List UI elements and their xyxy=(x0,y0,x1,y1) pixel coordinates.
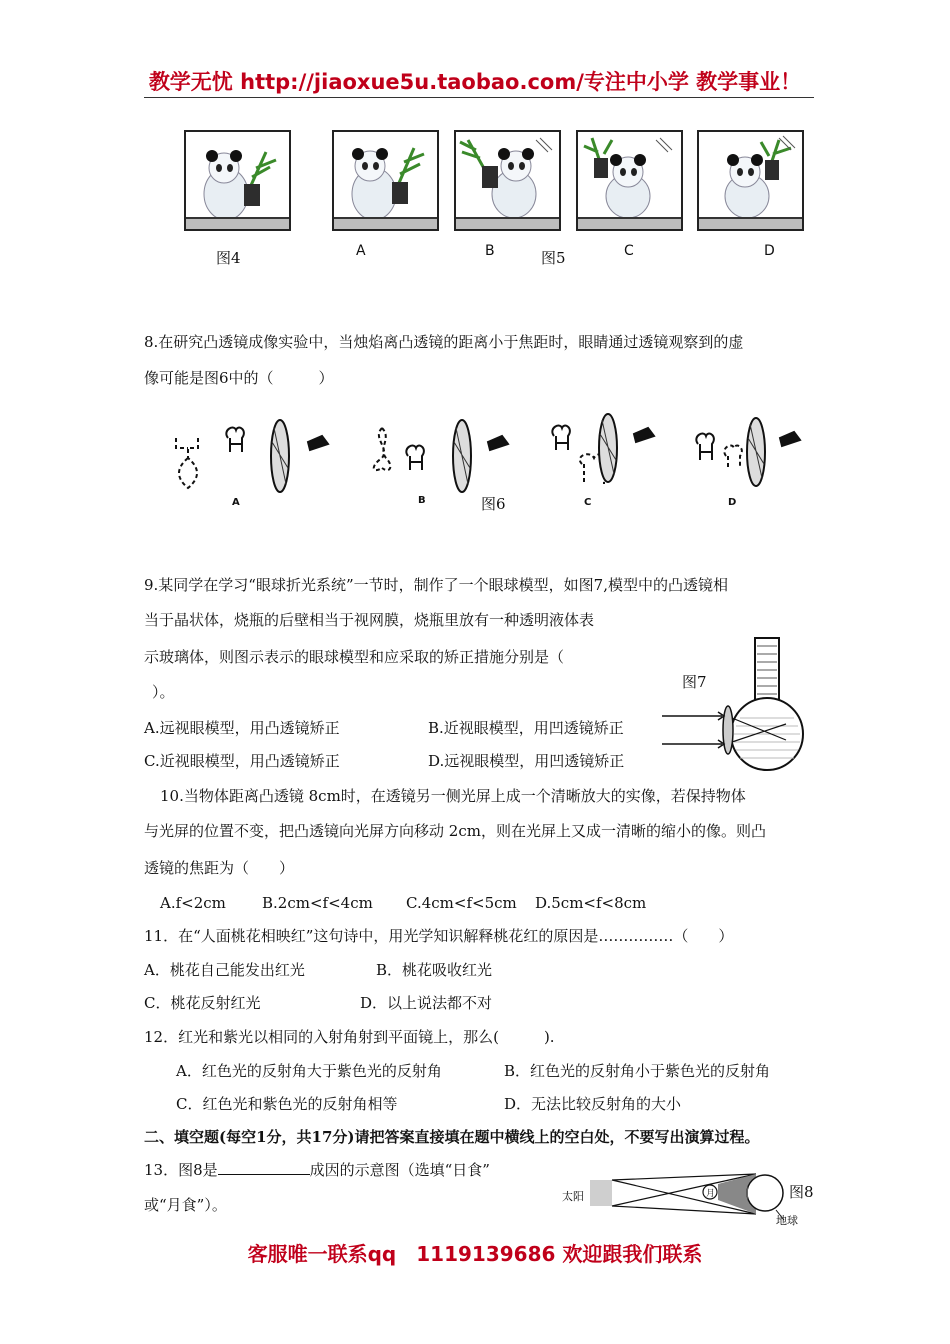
figure6-option-a-drawing xyxy=(176,420,328,492)
q10-option-c: C.4cm<f<5cm xyxy=(406,894,517,912)
panda-image xyxy=(334,132,437,229)
figure5-panel-c xyxy=(576,130,683,231)
header-banner: 教学无忧 http://jiaoxue5u.taobao.com/专注中小学 教学事业！ xyxy=(148,70,802,94)
q10-line2: 与光屏的位置不变，把凸透镜向光屏方向移动 2cm，则在光屏上又成一清晰的缩小的像。则凸 xyxy=(144,822,766,840)
q12-option-b: B．红色光的反射角小于紫色光的反射角 xyxy=(504,1062,771,1080)
q9-option-b: B.近视眼模型，用凹透镜矫正 xyxy=(428,719,624,737)
q9-option-d: D.远视眼模型，用凹透镜矫正 xyxy=(428,752,625,770)
figure6-option-b: B xyxy=(418,495,426,506)
floor-strip xyxy=(456,217,559,229)
figure5-panel-a xyxy=(332,130,439,231)
panda-image xyxy=(578,132,681,229)
figure5-panel-d xyxy=(697,130,804,231)
figure4-caption: 图4 xyxy=(216,249,241,267)
figure5-panel-b xyxy=(454,130,561,231)
q13-answer-blank[interactable] xyxy=(218,1160,310,1175)
q13-prefix: 13．图8是 xyxy=(144,1161,218,1179)
figure8-eclipse-diagram xyxy=(560,1160,790,1228)
figure6-option-c: C xyxy=(584,497,592,508)
floor-strip xyxy=(699,217,802,229)
figure7-caption: 图7 xyxy=(682,673,707,691)
q9-line3: 示玻璃体，则图示表示的眼球模型和应采取的矫正措施分别是（ xyxy=(144,648,565,666)
q11-option-c: C．桃花反射红光 xyxy=(144,994,261,1012)
figure6-option-d-drawing xyxy=(696,418,800,486)
figure8-sun-label: 太阳 xyxy=(562,1190,584,1203)
q12-stem: 12．红光和紫光以相同的入射角射到平面镜上，那么( ). xyxy=(144,1028,555,1046)
figure8-moon-label: 月 xyxy=(706,1189,716,1199)
figure6-option-a: A xyxy=(232,497,240,508)
panda-image xyxy=(456,132,559,229)
q11-option-b: B．桃花吸收红光 xyxy=(376,961,493,979)
figure5-option-d: D xyxy=(764,243,775,259)
floor-strip xyxy=(578,217,681,229)
q12-option-a: A．红色光的反射角大于紫色光的反射角 xyxy=(176,1062,442,1080)
earth-shape xyxy=(747,1175,783,1211)
section2-title: 二、填空题(每空1分，共17分)请把答案直接填在题中横线上的空白处，不要写出演算过程。 xyxy=(144,1128,760,1146)
figure6-caption: 图6 xyxy=(481,495,506,513)
q10-line1: 10.当物体距离凸透镜 8cm时，在透镜另一侧光屏上成一个清晰放大的实像，若保持物体 xyxy=(160,787,746,805)
footer-contact: 客服唯一联系qq 1119139686 欢迎跟我们联系 xyxy=(247,1242,703,1266)
q13-line1 xyxy=(144,1160,490,1180)
q9-line1: 9.某同学在学习“眼球折光系统”一节时，制作了一个眼球模型，如图7,模型中的凸透镜相 xyxy=(144,576,728,594)
figure6-diagram xyxy=(150,408,810,513)
figure6-option-d: D xyxy=(728,497,737,508)
q8-line2: 像可能是图6中的（ ） xyxy=(144,369,334,387)
figure8-earth-label: 地球 xyxy=(776,1214,798,1227)
figure5-option-c: C xyxy=(624,243,634,259)
q8-line1: 8.在研究凸透镜成像实验中，当烛焰离凸透镜的距离小于焦距时，眼睛通过透镜观察到的虚 xyxy=(144,333,744,351)
header-divider xyxy=(144,97,814,98)
q13-suffix: 成因的示意图（选填“日食” xyxy=(309,1161,490,1179)
q9-line4: ）。 xyxy=(152,683,175,701)
q10-option-a: A.f<2cm xyxy=(160,894,226,912)
q11-option-a: A．桃花自己能发出红光 xyxy=(144,961,305,979)
figure4-panel xyxy=(184,130,291,231)
figure6-option-b-drawing xyxy=(374,420,508,492)
figure8-caption: 图8 xyxy=(789,1183,814,1201)
q10-option-b: B.2cm<f<4cm xyxy=(262,894,373,912)
floor-strip xyxy=(186,217,289,229)
q10-option-d: D.5cm<f<8cm xyxy=(535,894,647,912)
q9-option-c: C.近视眼模型，用凸透镜矫正 xyxy=(144,752,340,770)
q10-line3: 透镜的焦距为（ ） xyxy=(144,859,295,877)
figure5-option-a: A xyxy=(356,243,366,259)
panda-image xyxy=(699,132,802,229)
figure5-option-b: B xyxy=(485,243,495,259)
q9-line2: 当于晶状体，烧瓶的后壁相当于视网膜，烧瓶里放有一种透明液体表 xyxy=(144,611,595,629)
q11-option-d: D．以上说法都不对 xyxy=(360,994,493,1012)
figure6-option-c-drawing xyxy=(552,414,654,484)
floor-strip xyxy=(334,217,437,229)
figure7-eye-model xyxy=(660,634,810,774)
q9-option-a: A.远视眼模型，用凸透镜矫正 xyxy=(144,719,340,737)
q13-line2: 或“月食”）。 xyxy=(144,1196,227,1214)
panda-image xyxy=(186,132,289,229)
q11-stem: 11．在“人面桃花相映红”这句诗中，用光学知识解释桃花红的原因是……………（ ） xyxy=(144,927,734,945)
q12-option-c: C．红色光和紫色光的反射角相等 xyxy=(176,1095,398,1113)
sun-shape xyxy=(590,1180,612,1206)
figure5-caption: 图5 xyxy=(541,249,566,267)
q12-option-d: D．无法比较反射角的大小 xyxy=(504,1095,682,1113)
